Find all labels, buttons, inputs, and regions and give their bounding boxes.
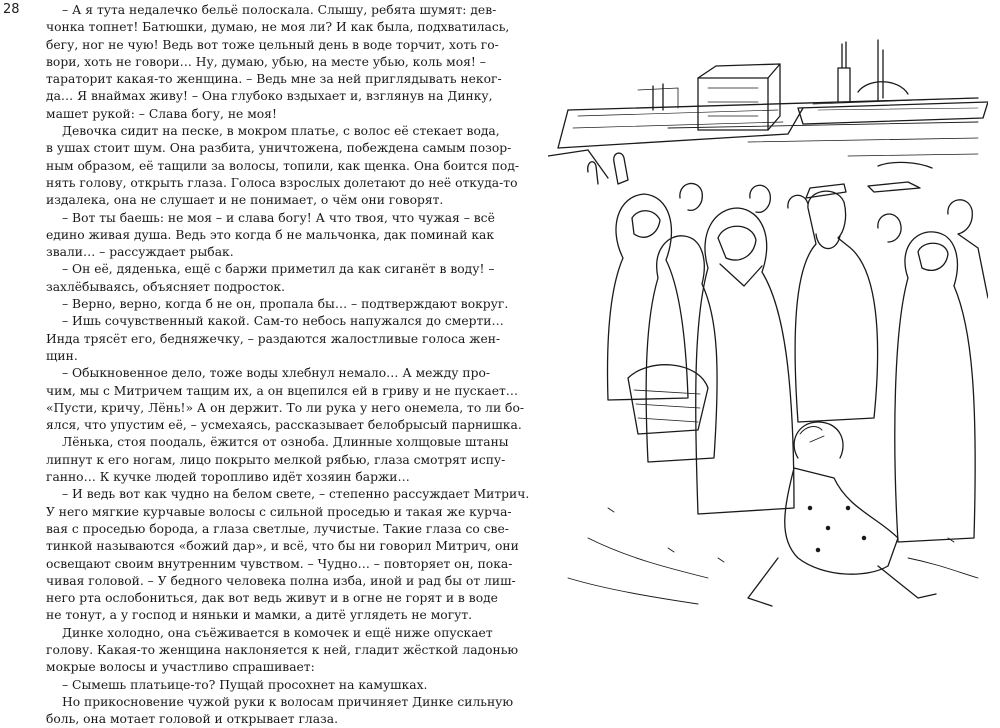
distant-figures: [548, 150, 932, 192]
text-line: – Вот ты баешь: не моя – и слава богу! А что твоя, что чужая – всё: [62, 210, 495, 225]
text-line: голову. Какая-то женщина наклоняется к ней, гладит жёсткой ладонью: [46, 642, 519, 657]
text-line: – Он её, дяденька, ещё с баржи приметил да как сиганёт в воду! –: [62, 262, 495, 277]
text-line: едино живая душа. Ведь это когда б не мальчонка, дак поминай как: [46, 227, 495, 242]
text-line: – Верно, верно, когда б не он, пропала бы… – подтверждают вокруг.: [62, 297, 509, 312]
dinka-sitting: [748, 422, 936, 606]
text-line: нять голову, открыть глаза. Голоса взрослых долетают до неё откуда-то: [46, 175, 518, 190]
text-line: щин.: [46, 348, 78, 363]
text-line: ганно… К кучке людей торопливо идёт хозяин баржи…: [46, 470, 410, 485]
text-line: Динке холодно, она съёживается в комочек и ещё ниже опускает: [62, 625, 493, 640]
text-line: издалека, она не слушает и не понимает, о чём они говорят.: [46, 193, 444, 208]
barge: [558, 64, 803, 148]
illustration-crowd-on-shore: [548, 38, 988, 610]
text-line: Лёнька, стоя поодаль, ёжится от озноба. Длинные холщовые штаны: [62, 435, 509, 450]
page-number: 28: [3, 2, 20, 17]
text-line: Девочка сидит на песке, в мокром платье, с волос её стекает вода,: [62, 124, 500, 139]
sand-ground: [568, 508, 978, 604]
text-line: чонка топнет! Батюшки, думаю, не моя ли? И как была, подхватилась,: [46, 20, 510, 35]
text-line: – А я тута недалечко бельё полоскала. Слышу, ребята шумят: дев-: [62, 3, 497, 17]
text-line: вая с проседью борода, а глаза светлые, лучистые. Такие глаза со све-: [46, 521, 509, 536]
steamer-ship: [798, 40, 988, 124]
text-line: – Сымешь платьице-то? Пущай просохнет на камушках.: [62, 677, 428, 692]
text-line: – Обыкновенное дело, тоже воды хлебнул немало… А между про-: [62, 366, 491, 381]
text-column: [46, 2, 530, 728]
text-line: захлёбываясь, объясняет подросток.: [46, 279, 286, 294]
text-line: бегу, ног не чую! Ведь вот тоже цельный день в воде торчит, хоть го-: [46, 37, 499, 52]
text-line: боль, она мотает головой и открывает глаза.: [46, 712, 338, 727]
text-line: – Ишь сочувственный какой. Сам-то небось напужался до смерти…: [62, 314, 504, 329]
text-line: машет рукой: – Слава богу, не моя!: [46, 106, 277, 121]
text-line: тараторит какая-то женщина. – Ведь мне за ней приглядывать неког-: [46, 72, 502, 87]
text-line: ным образом, её тащили за волосы, топили, как щенка. Она боится под-: [46, 158, 520, 173]
crowd: [608, 183, 988, 542]
text-line: звали… – рассуждает рыбак.: [46, 245, 234, 260]
text-line: да… Я внаймах живу! – Она глубоко вздыхает и, взглянув на Динку,: [46, 89, 493, 104]
text-line: Инда трясёт его, бедняжечку, – раздаются жалостливые голоса жен-: [46, 331, 501, 346]
text-line: Но прикосновение чужой руки к волосам причиняет Динке сильную: [62, 694, 514, 709]
text-line: не тонут, а у господ и няньки и мамки, а дитё углядеть не могут.: [46, 608, 473, 623]
text-line: него рта ослобониться, дак вот ведь живут и в огне не горят и в воде: [46, 591, 498, 606]
text-line: липнут к его ногам, лицо покрыто мелкой рябью, глаза смотрят испу-: [46, 452, 506, 467]
text-line: ялся, что упустим её, – усмехаясь, рассказывает белобрысый парнишка.: [46, 418, 522, 433]
text-line: тинкой называются «божий дар», и всё, что бы ни говорил Митрич, они: [46, 539, 519, 554]
text-line: в ушах стоит шум. Она разбита, уничтожена, побеждена самым позор-: [46, 141, 512, 156]
text-line: вори, хоть не говори… Ну, думаю, убью, на месте убью, коль моя! –: [46, 54, 486, 69]
text-line: чим, мы с Митричем тащим их, а он вцепился ей в гриву и не пускает…: [46, 383, 519, 398]
text-line: «Пусти, кричу, Лёнь!» А он держит. То ли рука у него онемела, то ли бо-: [46, 400, 525, 415]
text-line: – И ведь вот как чудно на белом свете, – степенно рассуждает Митрич.: [62, 487, 530, 502]
ink-drawing: [548, 38, 988, 610]
text-line: У него мягкие курчавые волосы с сильной проседью и такая же курча-: [46, 504, 512, 519]
river-horizon: [568, 98, 978, 156]
text-line: освещают своим внутренним чувством. – Чудно… – повторяет он, пока-: [46, 556, 513, 571]
text-line: чивая головой. – У бедного человека полна изба, иной и рад бы от лиш-: [46, 573, 516, 588]
text-line: мокрые волосы и участливо спрашивает:: [46, 660, 315, 675]
